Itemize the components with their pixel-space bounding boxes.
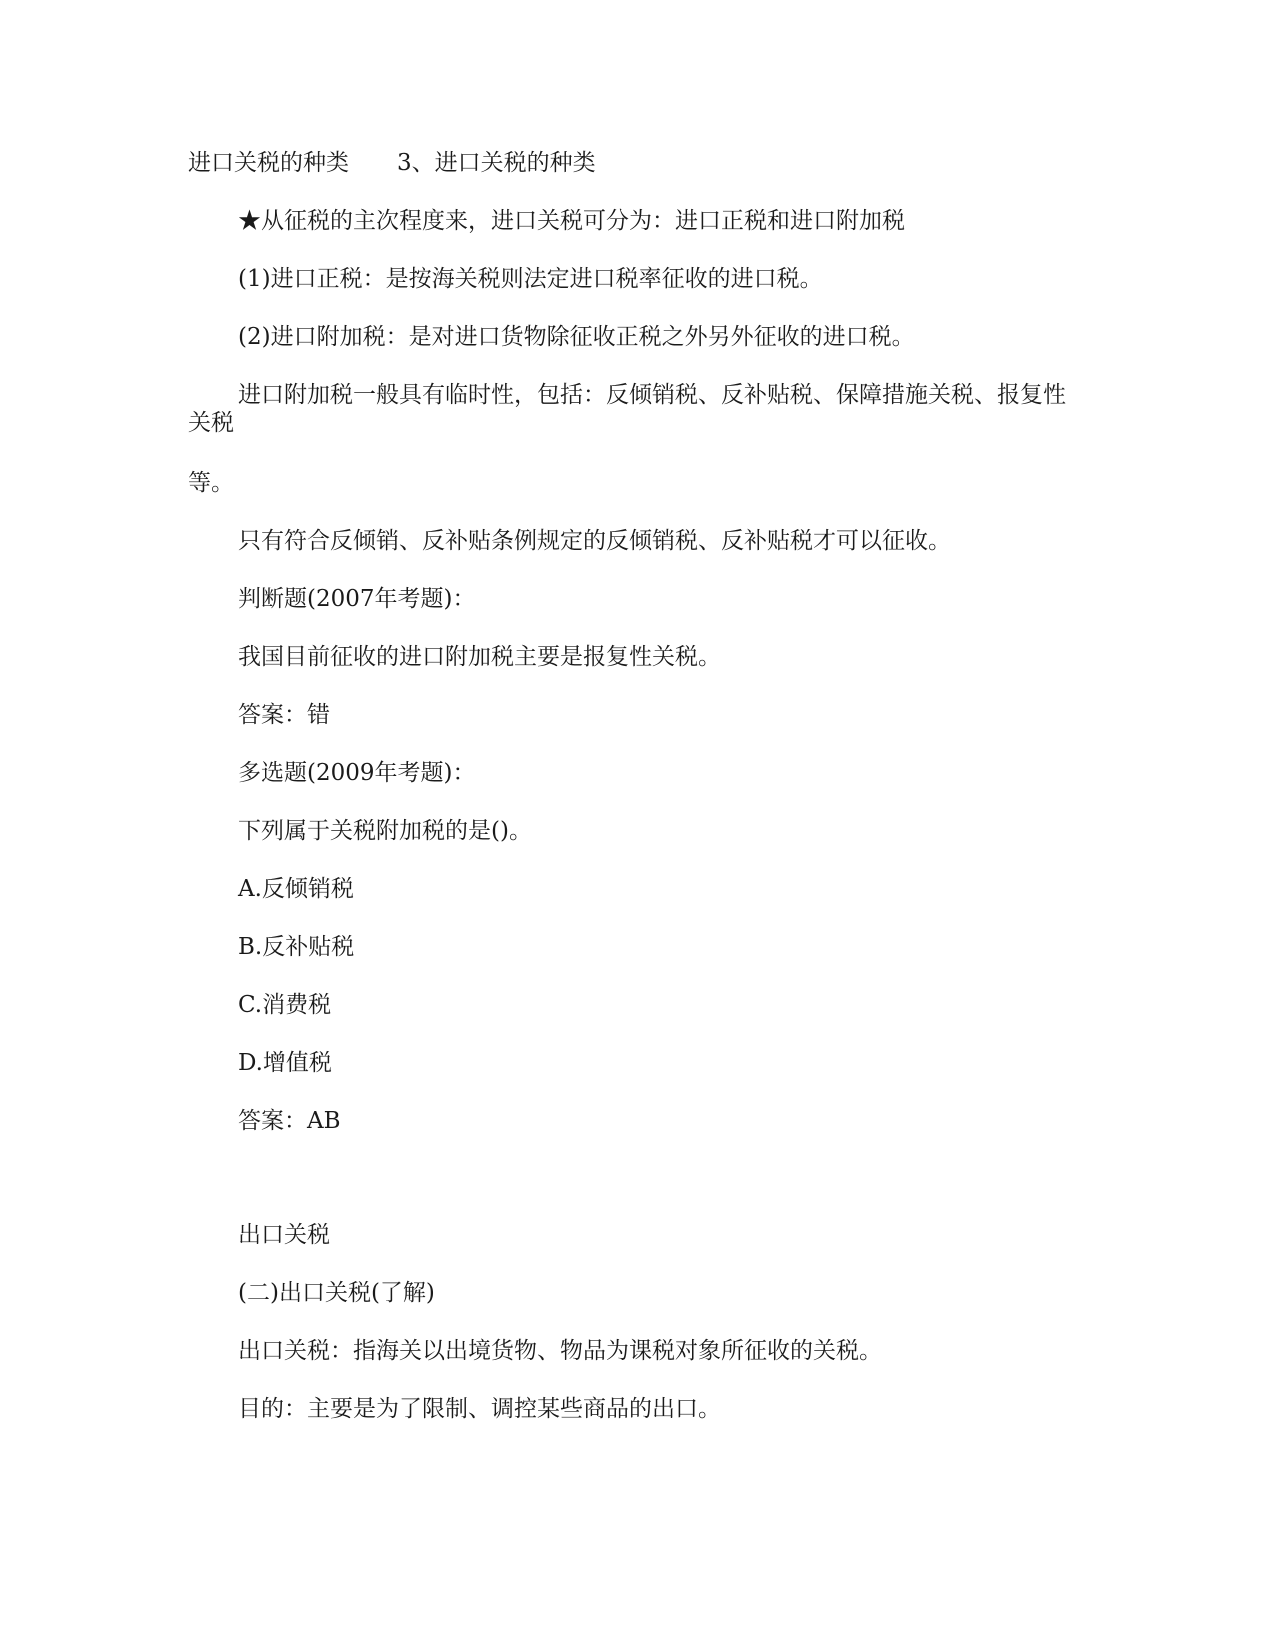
question-stem: 我国目前征收的进口附加税主要是报复性关税。 bbox=[238, 644, 721, 670]
option-d: D.增值税 bbox=[238, 1050, 332, 1076]
export-title: 出口关税 bbox=[238, 1222, 330, 1248]
question-stem: 下列属于关税附加税的是()。 bbox=[238, 818, 532, 844]
option-b: B.反补贴税 bbox=[238, 934, 355, 960]
export-definition: 出口关税：指海关以出境货物、物品为课税对象所征收的关税。 bbox=[238, 1338, 882, 1364]
section-heading bbox=[188, 149, 596, 178]
question-type: 判断题(2007年考题)： bbox=[238, 586, 476, 612]
paragraph: ★从征税的主次程度来，进口关税可分为：进口正税和进口附加税 bbox=[238, 208, 905, 234]
paragraph-wrapped: 进口附加税一般具有临时性，包括：反倾销税、反补贴税、保障措施关税、报复性关税 bbox=[188, 382, 1066, 436]
paragraph: 等。 bbox=[188, 470, 234, 496]
option-c: C.消费税 bbox=[238, 992, 332, 1018]
paragraph: 只有符合反倾销、反补贴条例规定的反倾销税、反补贴税才可以征收。 bbox=[238, 528, 951, 554]
export-subtitle: (二)出口关税(了解) bbox=[238, 1280, 435, 1306]
heading-right: 3、进口关税的种类 bbox=[397, 150, 596, 176]
heading-left: 进口关税的种类 bbox=[188, 150, 349, 176]
question-answer: 答案：错 bbox=[238, 702, 330, 728]
question-type: 多选题(2009年考题)： bbox=[238, 760, 476, 786]
paragraph: (1)进口正税：是按海关税则法定进口税率征收的进口税。 bbox=[238, 266, 823, 292]
paragraph: (2)进口附加税：是对进口货物除征收正税之外另外征收的进口税。 bbox=[238, 324, 915, 350]
export-purpose: 目的：主要是为了限制、调控某些商品的出口。 bbox=[238, 1396, 721, 1422]
question-answer: 答案：AB bbox=[238, 1108, 341, 1134]
option-a: A.反倾销税 bbox=[238, 876, 354, 902]
